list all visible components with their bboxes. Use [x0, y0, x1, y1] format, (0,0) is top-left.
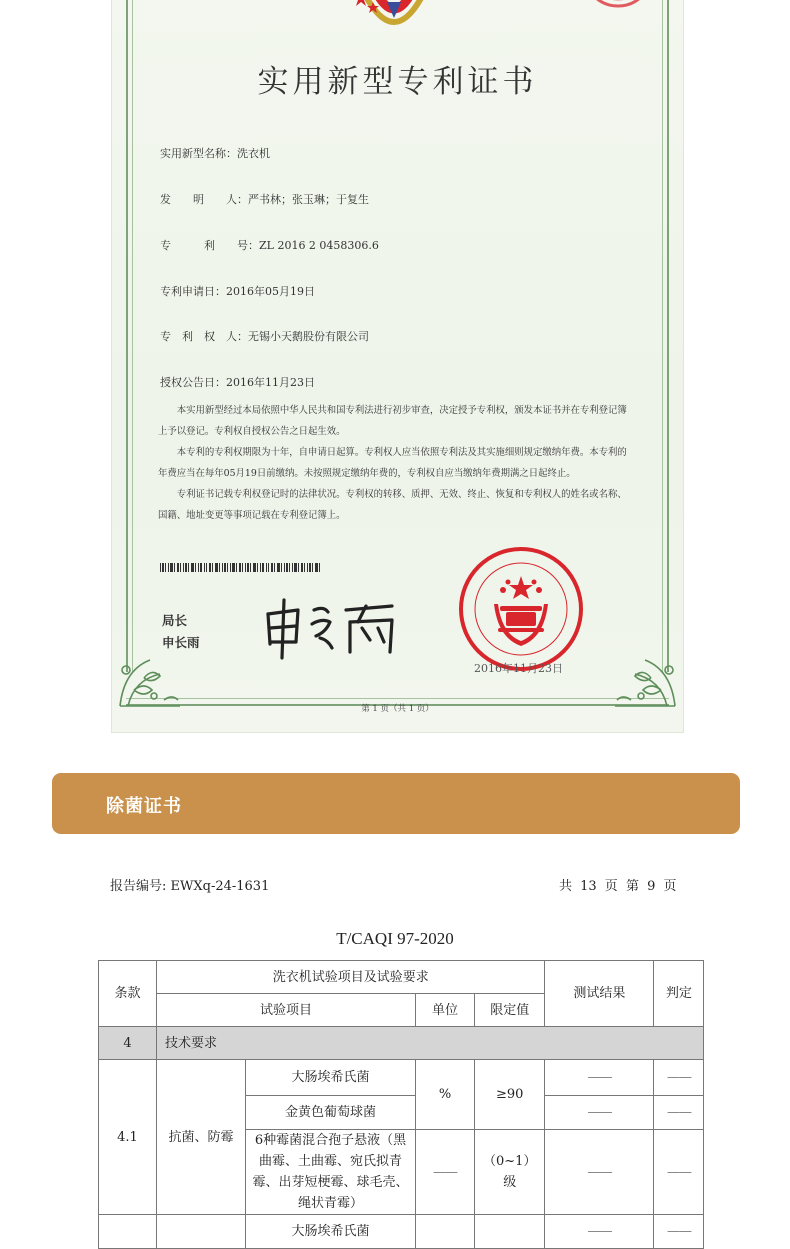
unit-cell: % [416, 1060, 475, 1130]
corner-ornament [611, 630, 681, 710]
field-value: 洗衣机 [237, 147, 270, 160]
test-requirements-table [98, 960, 704, 1249]
section-banner [52, 773, 740, 834]
clause-cell [99, 1215, 157, 1249]
limit-cell: ≥90 [475, 1060, 545, 1130]
header-item: 试验项目 [157, 994, 416, 1027]
national-emblem-icon [339, 0, 449, 38]
field-patentee [160, 328, 369, 344]
judge-cell: —— [654, 1060, 704, 1096]
field-label: 专 利 权 人： [160, 330, 248, 343]
limit-cell: （0~1）级 [475, 1130, 545, 1215]
certificate-paragraph: 本实用新型经过本局依照中华人民共和国专利法进行初步审查，决定授予专利权，颁发本证书并在专利登记簿上予以登记。专利权自授权公告之日起生效。 [158, 405, 627, 437]
director-name: 申长雨 [162, 635, 200, 650]
judge-cell: —— [654, 1096, 704, 1130]
field-label: 发 明 人： [160, 193, 248, 206]
standard-code: T/CAQI 97-2020 [336, 929, 454, 948]
certificate-title: 实用新型专利证书 [257, 64, 538, 100]
report-number: 报告编号: EWXq-24-1631 [110, 879, 270, 894]
field-value: 无锡小天鹅股份有限公司 [248, 330, 369, 343]
field-grant-date [160, 374, 315, 390]
clause-cell: 4.1 [99, 1060, 157, 1215]
header-limit: 限定值 [475, 994, 545, 1027]
report-pages: 共 13 页 第 9 页 [559, 879, 677, 894]
result-cell: —— [545, 1096, 654, 1130]
field-label: 专 利 号： [160, 239, 259, 252]
table-header-row [99, 961, 704, 994]
item-cell: 金黄色葡萄球菌 [246, 1096, 416, 1130]
section-banner-label: 除菌证书 [106, 796, 182, 817]
limit-cell [475, 1215, 545, 1249]
judge-cell: —— [654, 1215, 704, 1249]
header-clause: 条款 [99, 961, 157, 1027]
corner-ornament [114, 630, 184, 710]
header-unit: 单位 [416, 994, 475, 1027]
patent-certificate [112, 0, 683, 732]
table-row [99, 1027, 704, 1060]
result-cell: —— [545, 1060, 654, 1096]
item-cell: 大肠埃希氏菌 [246, 1215, 416, 1249]
certificate-paragraph: 专利证书记载专利权登记时的法律状况。专利权的转移、质押、无效、终止、恢复和专利权人的姓名或名称、国籍、地址变更等事项记载在专利登记簿上。 [158, 489, 627, 521]
judge-cell: —— [654, 1130, 704, 1215]
result-cell: —— [545, 1215, 654, 1249]
seal-stamp-icon [578, 0, 658, 16]
item-cell: 大肠埃希氏菌 [246, 1060, 416, 1096]
table-row [99, 1215, 704, 1249]
director-title: 局长 [162, 613, 188, 628]
frame-line [126, 698, 669, 699]
unit-cell [416, 1215, 475, 1249]
field-label: 专利申请日： [160, 285, 226, 298]
header-result: 测试结果 [545, 961, 654, 1027]
director-signature [258, 596, 408, 662]
field-value: 2016年05月19日 [226, 285, 315, 298]
field-patent-number [160, 237, 379, 253]
table-row [99, 1060, 704, 1096]
clause-cell: 4 [99, 1027, 157, 1060]
item-cell: 6种霉菌混合孢子悬液（黑曲霉、土曲霉、宛氏拟青霉、出芽短梗霉、球毛壳、绳状青霉） [246, 1130, 416, 1215]
field-label: 实用新型名称： [160, 147, 237, 160]
certificate-paragraph: 本专利的专利权期限为十年，自申请日起算。专利权人应当依照专利法及其实施细则规定缴纳年费。本专利的年费应当在每年05月19日前缴纳。未按照规定缴纳年费的，专利权自应当缴纳年费期满之日起终止。 [158, 447, 627, 479]
certificate-body [158, 400, 628, 526]
header-judge: 判定 [654, 961, 704, 1027]
field-utility-model-name [160, 145, 270, 161]
field-value: 严书林；张玉琳；于复生 [248, 193, 369, 206]
category-cell [157, 1215, 246, 1249]
unit-cell: —— [416, 1130, 475, 1215]
field-inventors [160, 191, 369, 207]
field-value: ZL 2016 2 0458306.6 [259, 239, 379, 252]
seal-date: 2016年11月23日 [474, 662, 563, 675]
field-filing-date [160, 283, 315, 299]
category-cell: 抗菌、防霉 [157, 1060, 246, 1215]
barcode [160, 563, 320, 572]
official-red-seal [458, 546, 584, 672]
header-group: 洗衣机试验项目及试验要求 [157, 961, 545, 994]
result-cell: —— [545, 1130, 654, 1215]
field-label: 授权公告日： [160, 376, 226, 389]
page-footer: 第 1 页（共 1 页） [361, 704, 434, 714]
field-value: 2016年11月23日 [226, 376, 315, 389]
section-cell: 技术要求 [157, 1027, 704, 1060]
